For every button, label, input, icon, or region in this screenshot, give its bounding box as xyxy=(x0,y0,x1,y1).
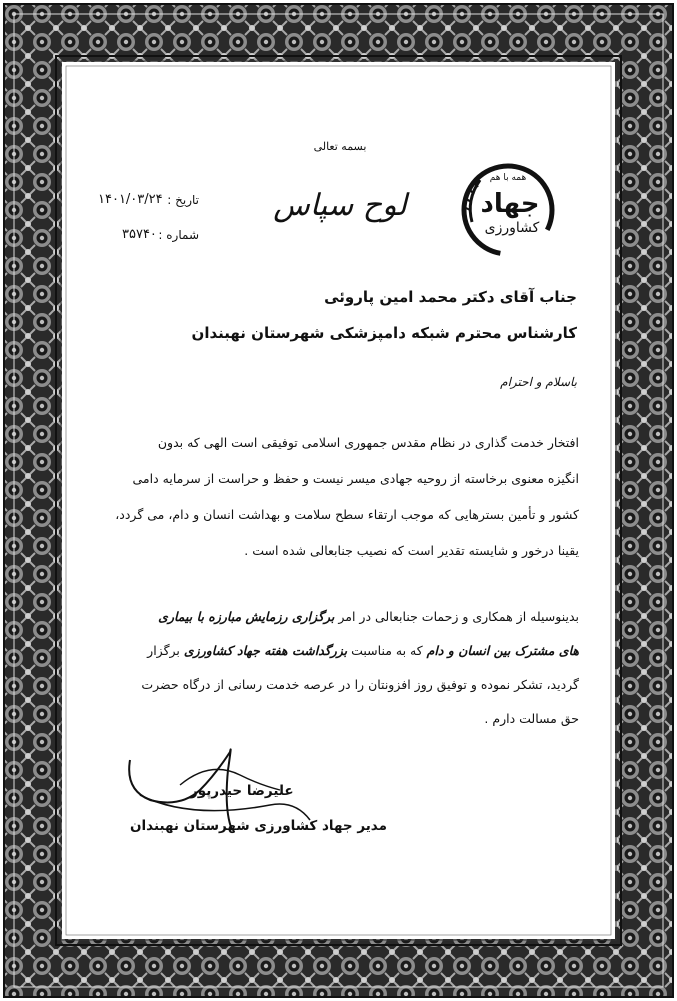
body-line: افتخار خدمت گذاری در نظام مقدس جمهوری اسلامی توفیقی است الهی که بدون xyxy=(157,435,579,450)
body-text: که به مناسبت xyxy=(347,643,427,658)
signer-name: علیرضا حیدرپور xyxy=(190,783,294,799)
signer-title: مدیر جهاد کشاورزی شهرستان نهبندان xyxy=(130,818,387,834)
jihad-keshavarzi-logo xyxy=(458,160,558,260)
body-line: گردید، تشکر نموده و توفیق روز افزونتان را در عرصه خدمت رسانی از درگاه حضرت xyxy=(141,677,579,692)
event-name-part2: های مشترک بین انسان و دام xyxy=(426,643,579,658)
body-paragraph-1 xyxy=(89,425,579,569)
body-line xyxy=(89,634,579,668)
body-line: یقینا درخور و شایسته تقدیر است که نصیب جنابعالی شده است . xyxy=(244,543,579,558)
logo-sub-text: کشاورزی xyxy=(484,220,540,236)
body-line: انگیزه معنوی برخاسته از روحیه جهادی میسر نیست و حفظ و حراست از سرمایه دامی xyxy=(132,471,579,486)
body-line: حق مسالت دارم . xyxy=(484,711,579,726)
greeting: باسلام و احترام xyxy=(500,375,577,389)
date-value: ۱۴۰۱/۰۳/۲۴ xyxy=(98,192,163,207)
certificate-title: لوح سپاس xyxy=(273,188,407,223)
body-text: برگزار xyxy=(147,643,184,658)
logo-main-text: جهاد xyxy=(480,189,540,219)
event-name-part1: برگزاری رزمایش مبارزه با بیماری xyxy=(158,609,335,624)
number-value: ۳۵۷۴۰ xyxy=(122,227,157,242)
body-text: بدینوسیله از همکاری و زحمات جنابعالی در امر xyxy=(334,609,579,624)
recipient-name: جناب آقای دکتر محمد امین پاروئی xyxy=(324,288,577,306)
logo-arc-text: همه با هم xyxy=(489,173,527,183)
date-label: تاریخ : xyxy=(167,193,199,207)
body-line xyxy=(89,600,579,634)
occasion-name: بزرگداشت هفته جهاد کشاورزی xyxy=(183,643,348,658)
recipient-position: کارشناس محترم شبکه دامپزشکی شهرستان نهبندان xyxy=(191,324,577,342)
body-line: کشور و تأمین بسترهایی که موجب ارتقاء سطح سلامت و بهداشت انسان و دام، می گردد، xyxy=(115,507,579,522)
body-paragraph-2 xyxy=(89,600,579,736)
number-label: شماره : xyxy=(158,228,199,242)
wheat-wreath-icon xyxy=(458,160,558,260)
bismillah-heading: بسمه تعالی xyxy=(313,140,367,153)
